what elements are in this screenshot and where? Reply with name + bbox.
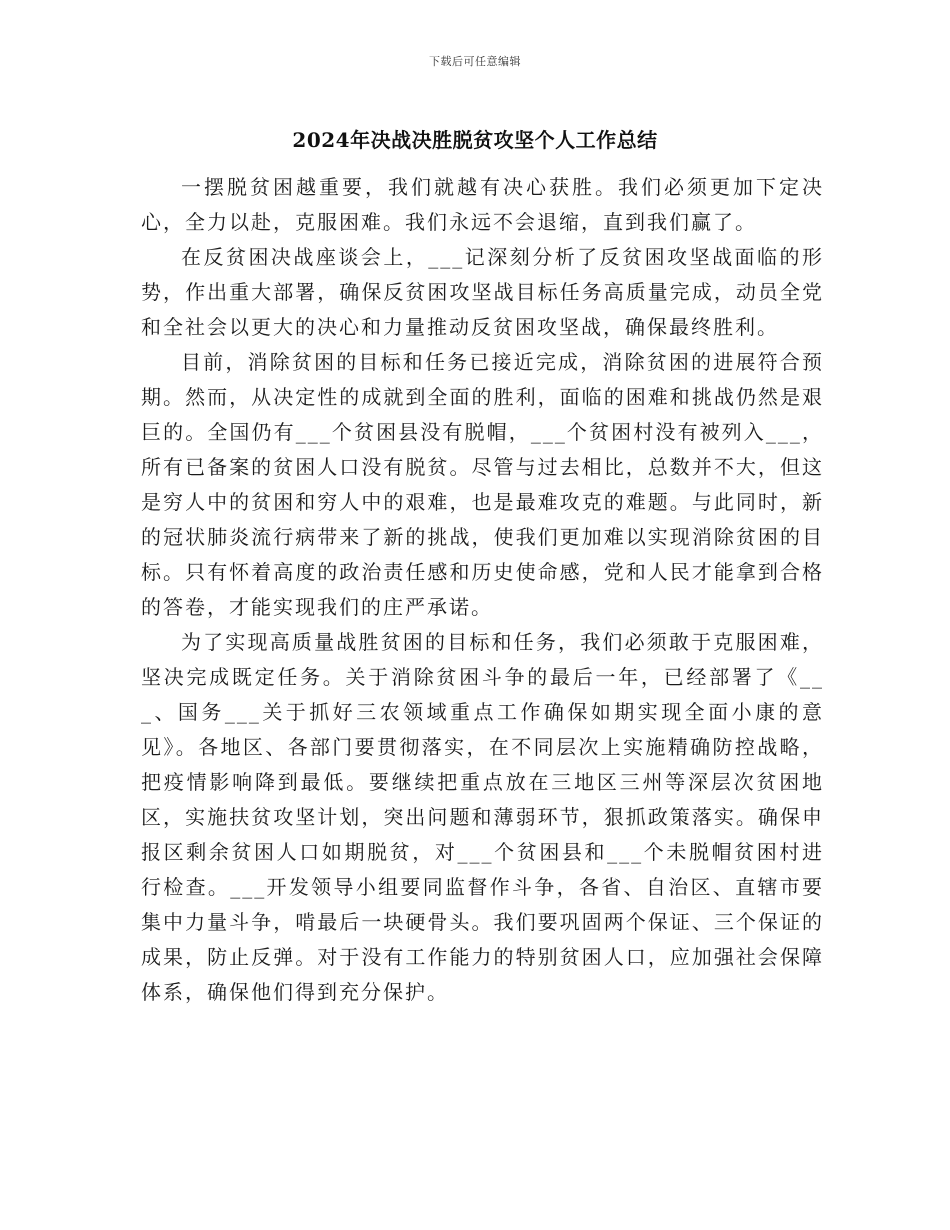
document-title: 2024年决战决胜脱贫攻坚个人工作总结	[292, 128, 658, 152]
page-header-note: 下载后可任意编辑	[429, 55, 521, 68]
paragraph-1: 一摆脱贫困越重要，我们就越有决心获胜。我们必须更加下定决心，全力以赴，克服困难。我们永远不会退缩，直到我们赢了。	[141, 175, 824, 234]
document-body	[141, 170, 824, 1010]
paragraph-3: 目前，消除贫困的目标和任务已接近完成，消除贫困的进展符合预期。然而，从决定性的成就到全面的胜利，面临的困难和挑战仍然是艰巨的。全国仍有___个贫困县没有脱帽，___个贫困村没有被列入___，所有已备案的贫困人口没有脱贫。尽管与过去相比，总数并不大，但这是穷人中的贫困和穷人中的艰难，也是最难攻克的难题。与此同时，新的冠状肺炎流行病带来了新的挑战，使我们更加难以实现消除贫困的目标。只有怀着高度的政治责任感和历史使命感，党和人民才能拿到合格的答卷，才能实现我们的庄严承诺。	[141, 350, 824, 619]
paragraph-4: 为了实现高质量战胜贫困的目标和任务，我们必须敢于克服困难，坚决完成既定任务。关于消除贫困斗争的最后一年，已经部署了《___、国务___关于抓好三农领域重点工作确保如期实现全面小康的意见》。各地区、各部门要贯彻落实，在不同层次上实施精确防控战略，把疫情影响降到最低。要继续把重点放在三地区三州等深层次贫困地区，实施扶贫攻坚计划，突出问题和薄弱环节，狠抓政策落实。确保申报区剩余贫困人口如期脱贫，对___个贫困县和___个未脱帽贫困村进行检查。___开发领导小组要同监督作斗争，各省、自治区、直辖市要集中力量斗争，啃最后一块硬骨头。我们要巩固两个保证、三个保证的成果，防止反弹。对于没有工作能力的特别贫困人口，应加强社会保障体系，确保他们得到充分保护。	[141, 630, 824, 1004]
paragraph-2: 在反贫困决战座谈会上，___记深刻分析了反贫困攻坚战面临的形势，作出重大部署，确保反贫困攻坚战目标任务高质量完成，动员全党和全社会以更大的决心和力量推动反贫困攻坚战，确保最终胜利。	[141, 245, 824, 339]
